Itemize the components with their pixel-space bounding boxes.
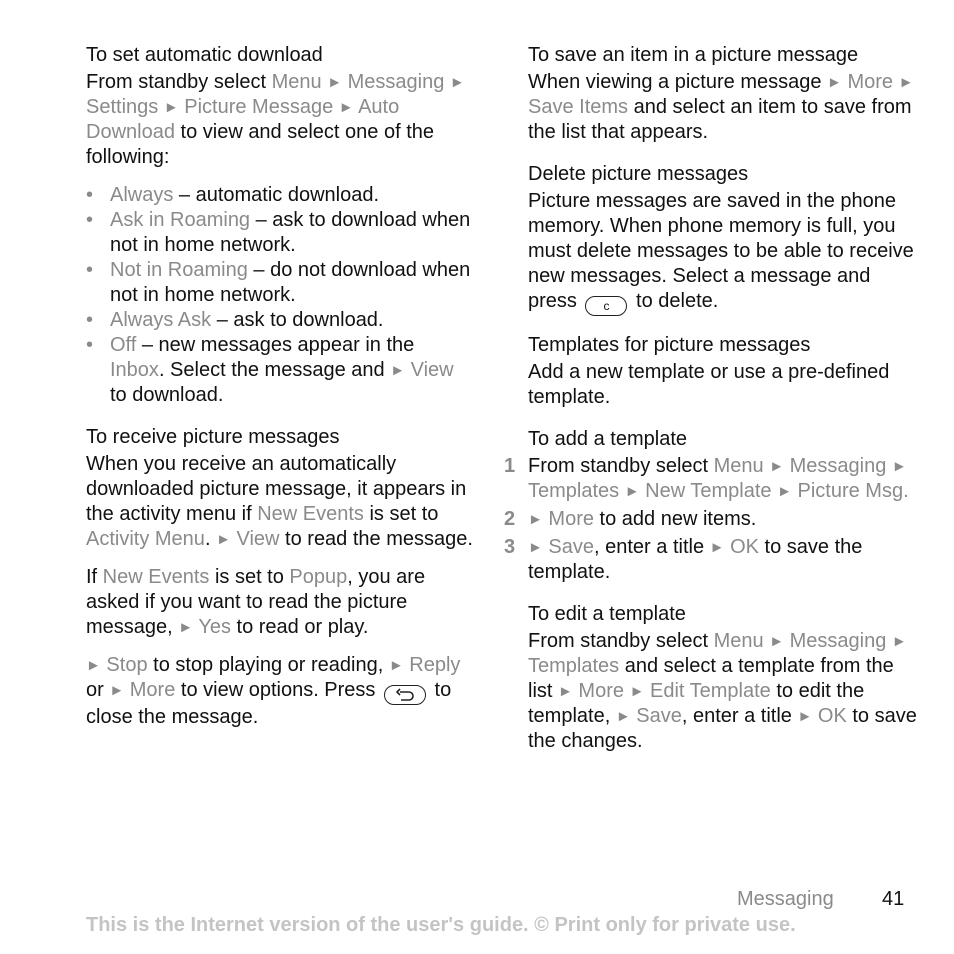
list-item: • Always Ask – ask to download. [86,309,384,331]
internet-version-notice: This is the Internet version of the user's guide. © Print only for private use. [86,914,796,936]
list-item: 3 ► Save, enter a title ► OK to save the template. [504,536,863,583]
right-column [504,42,918,770]
arrow-right-icon: ► [769,633,785,650]
arrow-right-icon: ► [216,531,231,548]
arrow-right-icon: ► [777,483,792,500]
add-template-heading: To add a template [528,428,687,450]
arrow-right-icon: ► [327,74,343,91]
bullet-icon: • [86,184,94,206]
list-item: 1 From standby select Menu ► Messaging ► Templates ► New Template ► Picture Msg. [504,455,909,502]
delete-text: Picture messages are saved in the phone memory. When phone memory is full, you must delete messages to be able to receive new messages. Select a message and press c to delete. [528,189,918,316]
arrow-right-icon: ► [390,362,406,379]
arrow-right-icon: ► [891,458,907,475]
save-item-text: When viewing a picture message ► More ► Save Items and select an item to save from the list that appears. [528,71,914,143]
receive-heading: To receive picture messages [86,426,340,448]
arrow-right-icon: ► [709,539,725,556]
bullet-icon: • [86,309,94,331]
settings-ref: Settings [86,96,159,118]
save-item-section [528,42,918,145]
arrow-right-icon: ► [769,458,785,475]
receive-section [86,424,474,730]
footer-section-name: Messaging [737,888,834,910]
arrow-right-icon: ► [528,511,543,528]
bullet-icon: • [86,259,94,281]
menu-ref: Menu [271,71,322,93]
arrow-right-icon: ► [629,683,645,700]
receive-paragraph-1: When you receive an automatically downloaded picture message, it appears in the activity menu if New Events is set to Activity Menu. ► View to read the message. [86,453,473,550]
arrow-right-icon: ► [178,619,194,636]
add-template-section [504,426,918,585]
arrow-right-icon: ► [558,683,573,700]
list-item: 2 ► More to add new items. [504,508,757,530]
list-item: • Ask in Roaming – ask to download when not in home network. [86,209,471,256]
auto-download-intro: From standby select Menu ► Messaging ► Settings ► Picture Message ► Auto Download to view and select one of the following: [86,71,465,168]
page-number: 41 [882,888,905,910]
delete-section [528,161,918,316]
arrow-right-icon: ► [449,74,465,91]
arrow-right-icon: ► [891,633,907,650]
delete-heading: Delete picture messages [528,163,749,185]
arrow-right-icon: ► [827,74,842,91]
templates-section [528,332,918,410]
arrow-right-icon: ► [898,74,914,91]
bullet-icon: • [86,209,94,231]
edit-template-text: From standby select Menu ► Messaging ► Templates and select a template from the list ► More ► Edit Template to edit the template, ► Save, enter a title ► OK to save the changes. [528,630,917,752]
auto-download-heading: To set automatic download [86,44,323,66]
clear-key-icon: c [585,296,627,316]
auto-download-ref: Auto Download [86,96,400,143]
back-key-icon [384,685,426,705]
templates-heading: Templates for picture messages [528,334,811,356]
templates-text: Add a new template or use a pre-defined template. [528,361,890,408]
bullet-icon: • [86,334,94,356]
arrow-right-icon: ► [624,483,640,500]
arrow-right-icon: ► [86,657,101,674]
arrow-right-icon: ► [797,708,813,725]
arrow-right-icon: ► [338,99,354,116]
add-template-steps [504,454,918,585]
left-column [86,42,474,746]
download-options-list [86,183,474,408]
list-item: • Always – automatic download. [86,184,380,206]
auto-download-section [86,42,474,408]
edit-template-section [528,601,918,754]
picture-message-ref: Picture Message [184,96,334,118]
receive-paragraph-3: ► Stop to stop playing or reading, ► Reply or ► More to view options. Press to close the message. [86,654,461,728]
arrow-right-icon: ► [109,682,125,699]
arrow-right-icon: ► [163,99,179,116]
save-item-heading: To save an item in a picture message [528,44,859,66]
arrow-right-icon: ► [528,539,543,556]
receive-paragraph-2: If New Events is set to Popup, you are asked if you want to read the picture message, ► Yes to read or play. [86,566,426,638]
list-item: • Not in Roaming – do not download when not in home network. [86,259,471,306]
edit-template-heading: To edit a template [528,603,686,625]
messaging-ref: Messaging [347,71,445,93]
arrow-right-icon: ► [388,657,404,674]
list-item: • Off – new messages appear in the Inbox. Select the message and ► View to download. [86,334,454,406]
arrow-right-icon: ► [615,708,631,725]
